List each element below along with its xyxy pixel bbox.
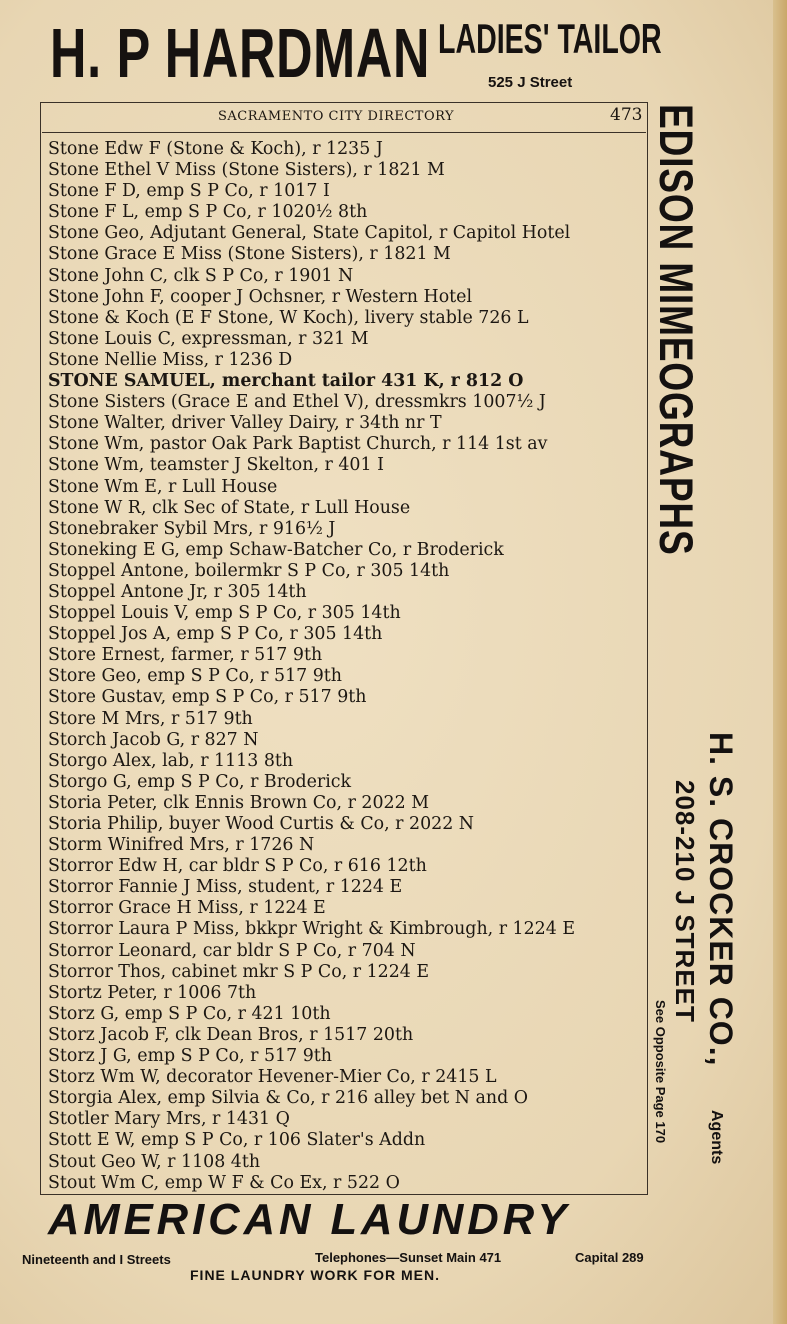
list-item: Store M Mrs, r 517 9th xyxy=(48,708,253,729)
list-item: Storgo G, emp S P Co, r Broderick xyxy=(48,771,352,792)
list-item: Storia Peter, clk Ennis Brown Co, r 2022 M xyxy=(48,792,430,813)
list-item: Stone F D, emp S P Co, r 1017 I xyxy=(48,181,330,202)
laundry-telephones: Telephones—Sunset Main 471 xyxy=(315,1250,502,1265)
page-number: 473 xyxy=(610,105,643,125)
list-item: Stone F L, emp S P Co, r 1020½ 8th xyxy=(48,202,368,223)
list-item: Stoppel Jos A, emp S P Co, r 305 14th xyxy=(48,624,383,645)
list-item: Storz Jacob F, clk Dean Bros, r 1517 20th xyxy=(48,1024,414,1045)
list-item: Stone Ethel V Miss (Stone Sisters), r 1821 M xyxy=(48,160,445,181)
list-item: Storz J G, emp S P Co, r 517 9th xyxy=(48,1046,332,1067)
list-item: Stone Wm, teamster J Skelton, r 401 I xyxy=(48,455,384,476)
crocker-agents: Agents xyxy=(708,1110,725,1165)
list-item: Stone Edw F (Stone & Koch), r 1235 J xyxy=(48,139,383,159)
list-item: Storia Philip, buyer Wood Curtis & Co, r 2022 N xyxy=(48,814,475,834)
list-item: Storgia Alex, emp Silvia & Co, r 216 alley bet N and O xyxy=(48,1088,529,1109)
list-item: Stone Nellie Miss, r 1236 D xyxy=(48,349,293,370)
list-item: Stout Geo W, r 1108 4th xyxy=(48,1151,261,1172)
list-item: Stone Sisters (Grace E and Ethel V), dressmkrs 1007½ J xyxy=(48,392,546,413)
list-item: Stone John F, cooper J Ochsner, r Western Hotel xyxy=(48,286,473,307)
list-item: Stone Louis C, expressman, r 321 M xyxy=(48,328,369,349)
list-item: Stoppel Antone Jr, r 305 14th xyxy=(48,581,307,602)
running-head: SACRAMENTO CITY DIRECTORY xyxy=(218,109,455,124)
list-item: Storror Fannie J Miss, student, r 1224 E xyxy=(48,877,403,898)
list-item: Storror Leonard, car bldr S P Co, r 704 N xyxy=(48,940,416,961)
list-item: Stoppel Louis V, emp S P Co, r 305 14th xyxy=(48,603,401,624)
list-item: Storror Thos, cabinet mkr S P Co, r 1224 E xyxy=(48,961,430,982)
list-item: Store Ernest, farmer, r 517 9th xyxy=(48,645,323,666)
list-item: Stonebraker Sybil Mrs, r 916½ J xyxy=(48,518,336,539)
hardman-trade: LADIES' TAILOR xyxy=(438,15,662,62)
crocker-address: 208-210 J STREET xyxy=(670,780,700,1023)
list-item: Storz G, emp S P Co, r 421 10th xyxy=(48,1003,331,1024)
list-item: Stott E W, emp S P Co, r 106 Slater's Addn xyxy=(48,1130,426,1151)
hardman-address: 525 J Street xyxy=(488,74,573,91)
list-item: Stone W R, clk Sec of State, r Lull House xyxy=(48,497,411,518)
list-item: Store Gustav, emp S P Co, r 517 9th xyxy=(48,687,367,708)
laundry-address: Nineteenth and I Streets xyxy=(22,1252,171,1267)
laundry-capital-phone: Capital 289 xyxy=(575,1250,644,1265)
list-item: Stoneking E G, emp Schaw-Batcher Co, r Broderick xyxy=(48,539,504,560)
crocker-ad-name: H. S. CROCKER CO., xyxy=(703,732,739,1067)
list-item: Stout Wm C, emp W F & Co Ex, r 522 O xyxy=(48,1172,400,1193)
hardman-name: H. P HARDMAN xyxy=(50,14,431,92)
see-opposite-note: See Opposite Page 170 xyxy=(653,1000,668,1144)
list-item: Storz Wm W, decorator Hevener-Mier Co, r 2415 L xyxy=(48,1067,497,1088)
list-item: Stone Grace E Miss (Stone Sisters), r 1821 M xyxy=(48,244,451,265)
list-item: Stortz Peter, r 1006 7th xyxy=(48,982,257,1003)
laundry-tagline: FINE LAUNDRY WORK FOR MEN. xyxy=(190,1267,440,1283)
list-item: Storgo Alex, lab, r 1113 8th xyxy=(48,750,294,771)
edison-mimeographs-ad: EDISON MIMEOGRAPHS xyxy=(650,104,703,556)
list-item-featured: STONE SAMUEL, merchant tailor 431 K, r 812 O xyxy=(48,371,524,392)
list-item: Stoppel Antone, boilermkr S P Co, r 305 14th xyxy=(48,560,450,581)
american-laundry-ad: AMERICAN LAUNDRY xyxy=(48,1195,571,1244)
page-edge xyxy=(773,0,787,1324)
list-item: Stone Geo, Adjutant General, State Capitol, r Capitol Hotel xyxy=(48,223,571,244)
list-item: Storch Jacob G, r 827 N xyxy=(48,729,259,750)
header-rule xyxy=(42,132,646,133)
list-item: Stotler Mary Mrs, r 1431 Q xyxy=(48,1109,290,1130)
list-item: Storm Winifred Mrs, r 1726 N xyxy=(48,835,315,856)
hardman-advertisement xyxy=(0,0,787,100)
list-item: Stone Wm E, r Lull House xyxy=(48,476,278,497)
list-item: Stone & Koch (E F Stone, W Koch), livery stable 726 L xyxy=(48,307,529,328)
directory-entries xyxy=(48,139,648,1194)
list-item: Stone Wm, pastor Oak Park Baptist Church, r 114 1st av xyxy=(48,434,548,455)
list-item: Storror Laura P Miss, bkkpr Wright & Kimbrough, r 1224 E xyxy=(48,919,576,940)
list-item: Storror Grace H Miss, r 1224 E xyxy=(48,898,326,919)
list-item: Storror Edw H, car bldr S P Co, r 616 12th xyxy=(48,856,427,877)
list-item: Stone Walter, driver Valley Dairy, r 34th nr T xyxy=(48,413,442,434)
list-item: Stone John C, clk S P Co, r 1901 N xyxy=(48,265,354,286)
list-item: Store Geo, emp S P Co, r 517 9th xyxy=(48,666,342,687)
